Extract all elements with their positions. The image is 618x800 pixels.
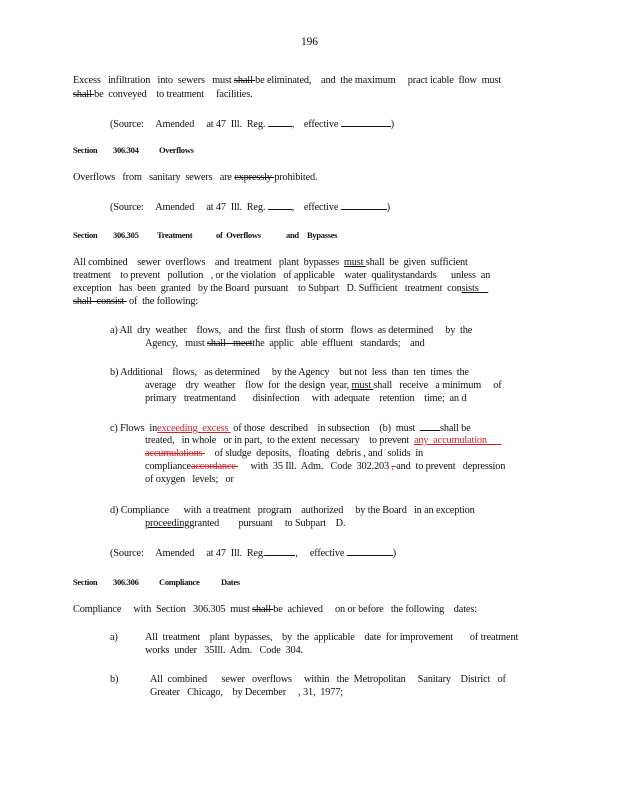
item-a-line-2: Agency, must shall meetthe applic able effluent standards; and	[145, 338, 425, 349]
deleted-text: shall meet	[207, 338, 253, 349]
blank-field	[341, 200, 387, 210]
source-note-1: (Source: Amended at 47 Ill. Reg. , effective )	[110, 119, 395, 130]
combined-line-4: shall consist of the following:	[73, 296, 199, 307]
deleted-text: ,	[391, 461, 397, 472]
blank-field	[420, 421, 440, 431]
deleted-text: expressly	[234, 172, 275, 183]
date-b-line-1: All combined sewer overflows within the Metropolitan Sanitary District of	[150, 674, 506, 685]
item-c-line-2: treated, in whole or in part, to the extent necessary to prevent any accumulation	[145, 435, 502, 446]
section-label: Section	[73, 577, 98, 587]
deleted-text: shall consist	[73, 296, 127, 307]
date-b-line-2: Greater Chicago, by December , 31, 1977;	[150, 687, 343, 698]
date-a-line-2: works under 35Ill. Adm. Code 304.	[145, 645, 303, 656]
section-title-part: and	[286, 230, 299, 240]
deleted-text: accumulations	[145, 448, 205, 459]
section-title: Overflows	[159, 145, 194, 155]
source-note-2: (Source: Amended at 47 Ill. Reg. , effective )	[110, 202, 391, 213]
inserted-text: exceeding excess	[157, 423, 231, 434]
date-a-line-1: All treatment plant bypasses, by the applicable date for improvement of treatment	[145, 632, 519, 643]
blank-field	[268, 117, 292, 127]
blank-field	[341, 117, 391, 127]
section-label: Section	[73, 230, 98, 240]
section-title-part: of Overflows	[216, 230, 261, 240]
section-label: Section	[73, 145, 98, 155]
item-c-line-4: complianceaccordance with 35 Ill. Adm. Code 302.203 , and to prevent depression	[145, 461, 506, 472]
item-b-line-1: b) Additional flows, as determined by the Agency but not less than ten times the	[110, 367, 469, 378]
inserted-text: must	[351, 380, 374, 391]
blank-field	[268, 200, 292, 210]
source-note-3: (Source: Amended at 47 Ill. Reg. , effective )	[110, 548, 397, 559]
section-number: 306.305	[113, 230, 139, 240]
item-d-line-1: d) Compliance with a treatment program authorized by the Board in an exception	[110, 505, 475, 516]
combined-line-2: treatment to prevent pollution , or the violation of applicable water qualitystandards unless an	[73, 270, 491, 281]
inserted-text: any accumulation	[413, 435, 502, 446]
list-marker: a)	[110, 632, 118, 643]
deleted-text: accordance	[190, 461, 239, 472]
deleted-text: shall	[73, 89, 95, 100]
compliance-paragraph: Compliance with Section 306.305 must shall be achieved on or before the following dates:	[73, 604, 477, 615]
combined-line-3: exception has been granted by the Board pursuant to Subpart D. Sufficient treatment consists	[73, 283, 489, 294]
item-b-line-3: primary treatmentand disinfection with adequate retention time; an d	[145, 393, 467, 404]
inserted-text: must	[343, 257, 366, 268]
section-number: 306.306	[113, 577, 139, 587]
section-title-part: Compliance	[159, 577, 200, 587]
blank-field	[347, 546, 393, 556]
section-title-part: Treatment	[157, 230, 193, 240]
section-title-part: Dates	[221, 577, 240, 587]
item-c-line-1: c) Flows inexceeding excess of those described in subsection (b) must shall be	[110, 423, 471, 434]
section-title-part: Bypasses	[307, 230, 338, 240]
deleted-text: shall	[252, 604, 274, 615]
page-number: 196	[301, 36, 318, 48]
inserted-text: sists	[461, 283, 489, 294]
list-marker: b)	[110, 674, 119, 685]
deleted-text: shall	[234, 75, 256, 86]
blank-field	[265, 546, 295, 556]
item-c-line-3: accumulations of sludge deposits, floating debris , and solids in	[145, 448, 424, 459]
inserted-text: proceeding	[145, 518, 190, 529]
overflows-paragraph: Overflows from sanitary sewers are expressly prohibited.	[73, 172, 318, 183]
infiltration-line-1: Excess infiltration into sewers must shall be eliminated, and the maximum pract icable flow must	[73, 75, 502, 86]
infiltration-line-2: shall be conveyed to treatment facilities.	[73, 89, 253, 100]
item-a-line-1: a) All dry weather flows, and the first flush of storm flows as determined by the	[110, 325, 473, 336]
item-b-line-2: average dry weather flow for the design year, must shall receive a minimum of	[145, 380, 502, 391]
item-c-line-5: of oxygen levels; or	[145, 474, 234, 485]
section-number: 306.304	[113, 145, 139, 155]
combined-line-1: All combined sewer overflows and treatment plant bypasses must shall be given sufficient	[73, 257, 468, 268]
item-d-line-2: proceedinggranted pursuant to Subpart D.	[145, 518, 346, 529]
